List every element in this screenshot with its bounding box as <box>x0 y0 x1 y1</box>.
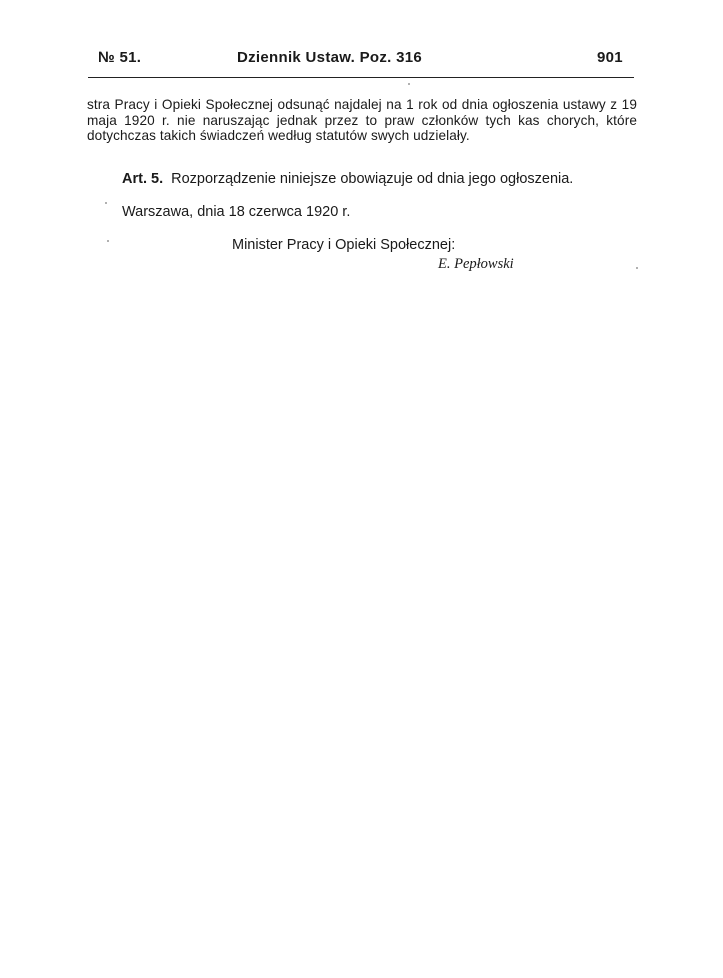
scan-speck <box>636 267 638 269</box>
journal-title: Dziennik Ustaw. Poz. 316 <box>237 49 423 66</box>
scan-speck <box>107 240 109 242</box>
place-date: Warszawa, dnia 18 czerwca 1920 r. <box>122 204 351 220</box>
scan-speck <box>408 83 410 85</box>
article-5 <box>122 171 642 188</box>
signatory-title: Minister Pracy i Opieki Społecznej: <box>232 237 456 253</box>
signatory-name: E. Pepłowski <box>438 256 514 272</box>
issue-number: № 51. <box>98 49 142 66</box>
body-paragraph: stra Pracy i Opieki Społecznej odsunąć najdalej na 1 rok od dnia ogłoszenia ustawy z 19 maja 1920 r. nie naruszając jednak przez to praw członków tych kas chorych, które dotychczas takich świadczeń według statutów swych udzielały. <box>87 97 637 143</box>
article-text: Rozporządzenie niniejsze obowiązuje od dnia jego ogłoszenia. <box>171 171 574 187</box>
scan-speck <box>105 202 107 204</box>
article-label: Art. 5. <box>122 171 164 187</box>
page-number: 901 <box>597 49 623 66</box>
header-rule <box>88 77 634 78</box>
